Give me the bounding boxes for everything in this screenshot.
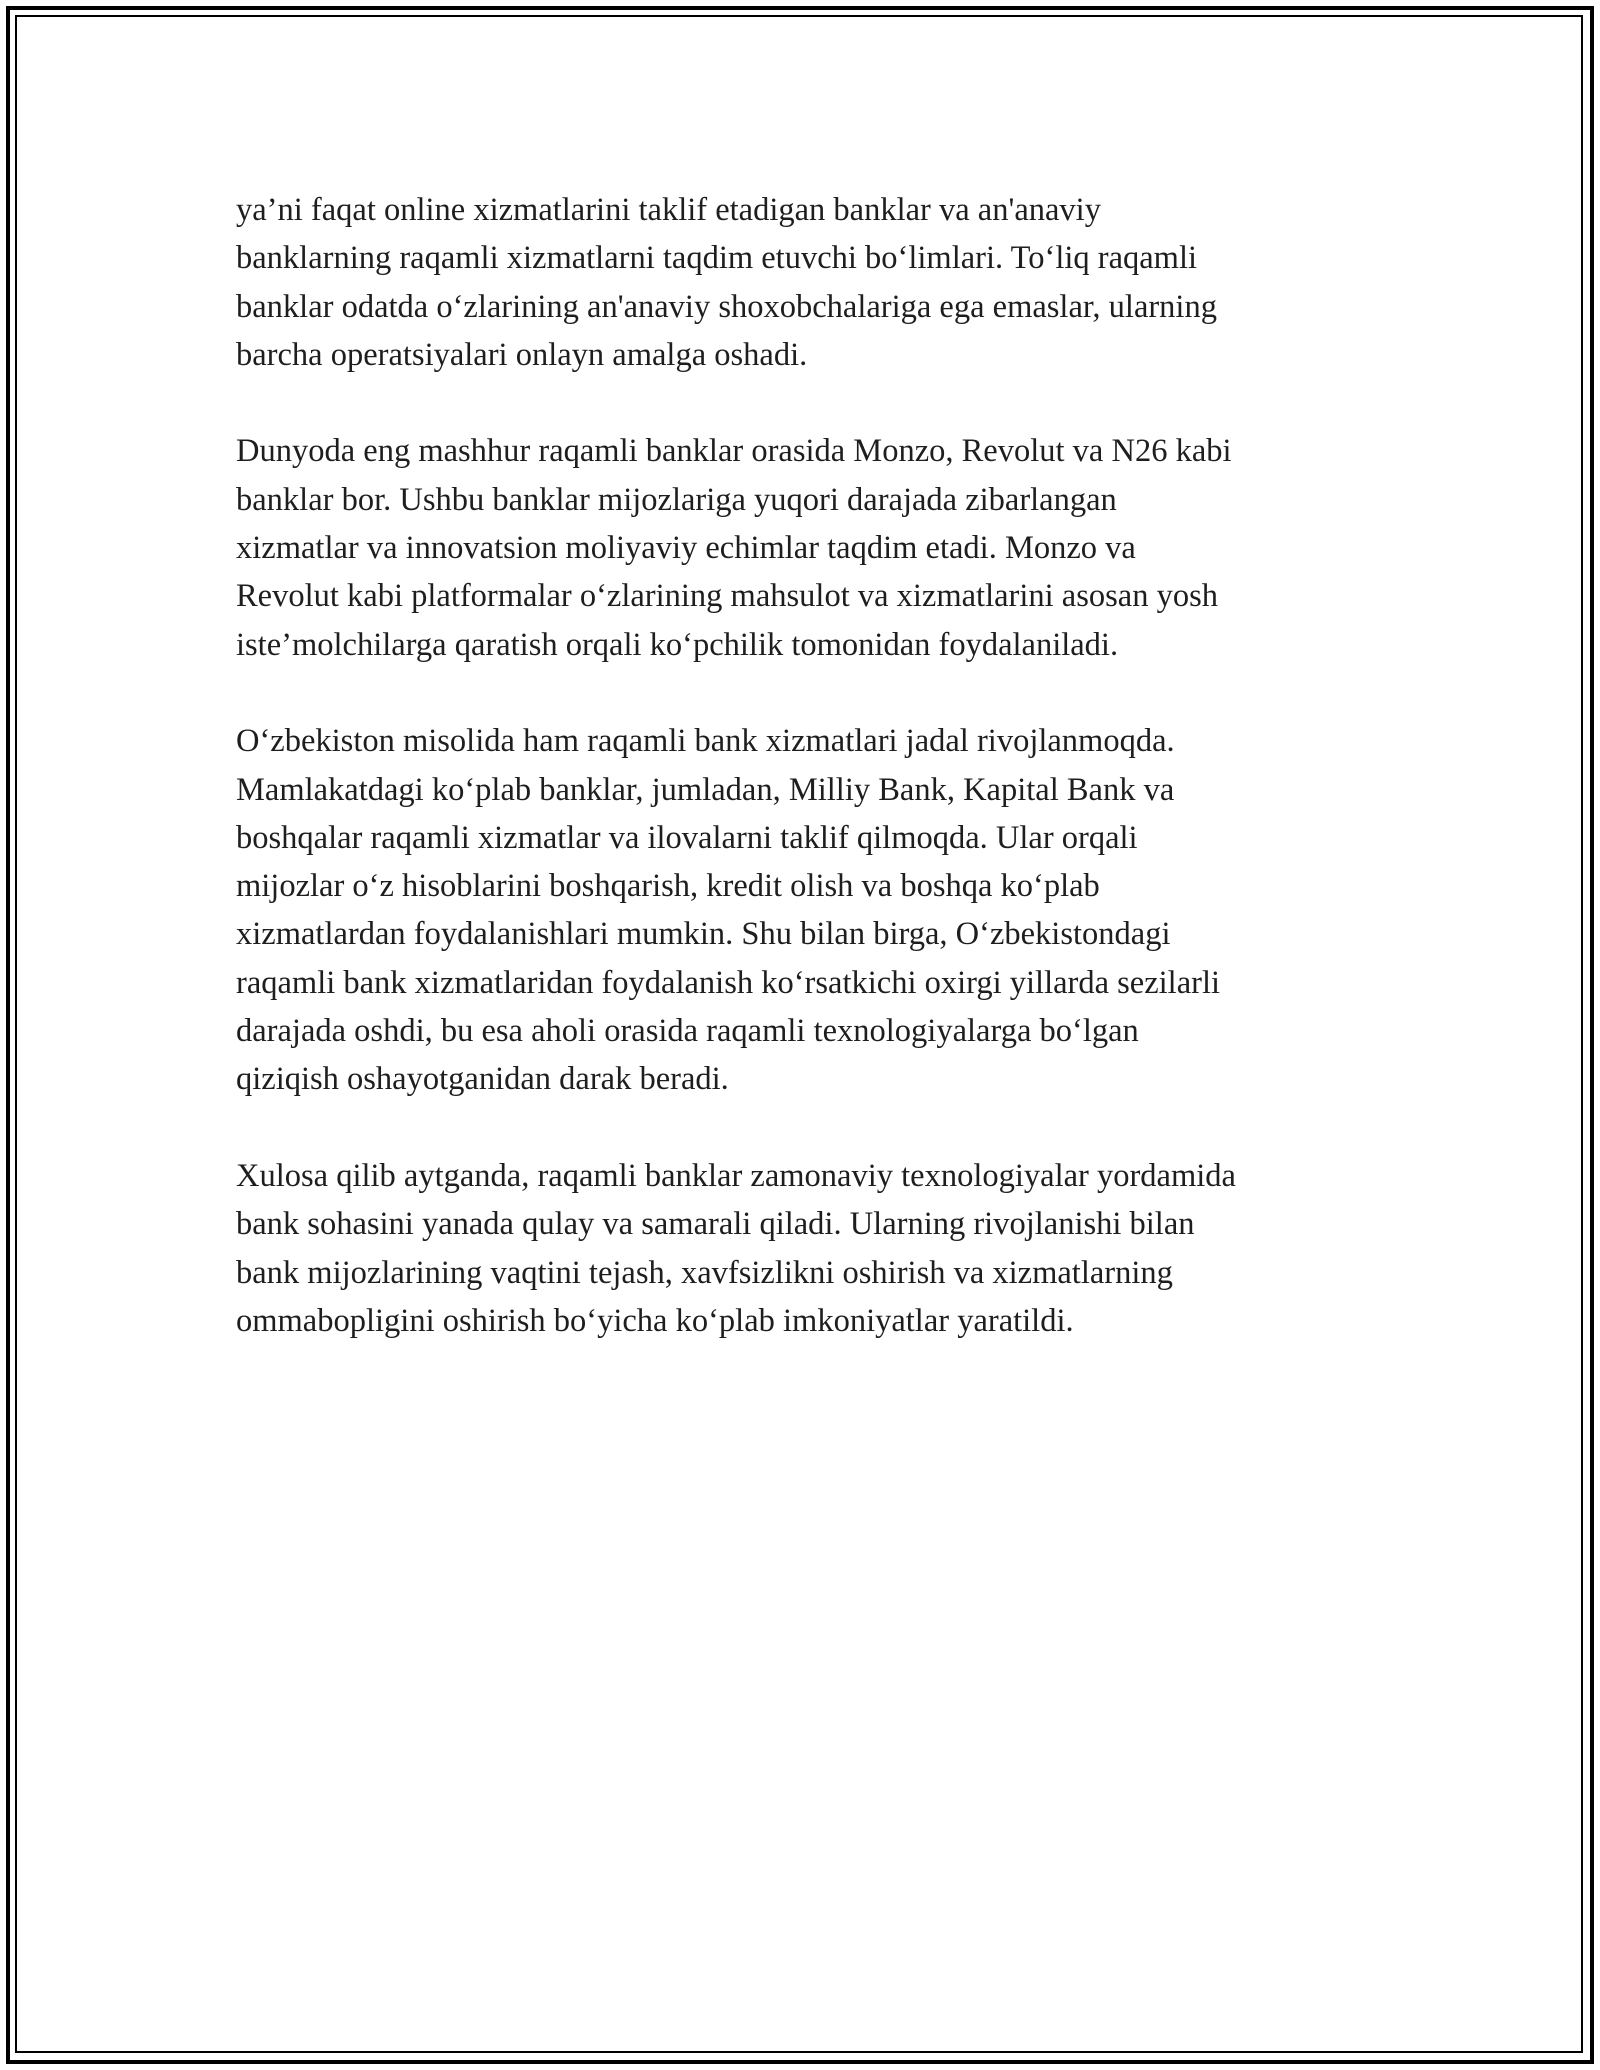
text-line: barcha operatsiyalari onlayn amalga oshadi. <box>236 336 808 373</box>
text-line: raqamli bank xizmatlaridan foydalanish ko‘rsatkichi oxirgi yillarda sezilarli <box>236 964 1221 1001</box>
text-line: Mamlakatdagi ko‘plab banklar, jumladan, Milliy Bank, Kapital Bank va <box>236 771 1175 808</box>
text-line: bank mijozlarining vaqtini tejash, xavfsizlikni oshirish va xizmatlarning <box>236 1254 1173 1291</box>
text-line: boshqalar raqamli xizmatlar va ilovalarni taklif qilmoqda. Ular orqali <box>236 819 1138 856</box>
text-line: qiziqish oshayotganidan darak beradi. <box>236 1061 729 1098</box>
text-line: iste’molchilarga qaratish orqali ko‘pchilik tomonidan foydalaniladi. <box>236 626 1119 663</box>
text-line: banklar bor. Ushbu banklar mijozlariga yuqori darajada zibarlangan <box>236 481 1117 518</box>
text-line: banklarning raqamli xizmatlarni taqdim etuvchi bo‘limlari. To‘liq raqamli <box>236 240 1198 277</box>
text-line: ya’ni faqat online xizmatlarini taklif etadigan banklar va an'anaviy <box>236 192 1101 228</box>
document-body <box>236 186 1376 1393</box>
text-line: darajada oshdi, bu esa aholi orasida raqamli texnologiyalarga bo‘lgan <box>236 1013 1139 1050</box>
text-line: ommabopligini oshirish bo‘yicha ko‘plab imkoniyatlar yaratildi. <box>236 1302 1074 1339</box>
text-line: Dunyoda eng mashhur raqamli banklar orasida Monzo, Revolut va N26 kabi <box>236 433 1232 470</box>
paragraph-4 <box>236 1152 1376 1345</box>
paragraph-3 <box>236 717 1376 1103</box>
text-line: banklar odatda o‘zlarining an'anaviy shoxobchalariga ega emaslar, ularning <box>236 288 1217 325</box>
text-line: xizmatlar va innovatsion moliyaviy echimlar taqdim etadi. Monzo va <box>236 530 1136 567</box>
paragraph-2 <box>236 427 1376 668</box>
paragraph-1 <box>236 186 1376 379</box>
text-line: mijozlar o‘z hisoblarini boshqarish, kredit olish va boshqa ko‘plab <box>236 868 1100 905</box>
text-line: xizmatlardan foydalanishlari mumkin. Shu bilan birga, O‘zbekistondagi <box>236 916 1171 953</box>
text-line: Xulosa qilib aytganda, raqamli banklar zamonaviy texnologiyalar yordamida <box>236 1157 1236 1194</box>
text-line: bank sohasini yanada qulay va samarali qiladi. Ularning rivojlanishi bilan <box>236 1206 1195 1243</box>
text-line: O‘zbekiston misolida ham raqamli bank xizmatlari jadal rivojlanmoqda. <box>236 723 1175 760</box>
text-line: Revolut kabi platformalar o‘zlarining mahsulot va xizmatlarini asosan yosh <box>236 578 1218 615</box>
